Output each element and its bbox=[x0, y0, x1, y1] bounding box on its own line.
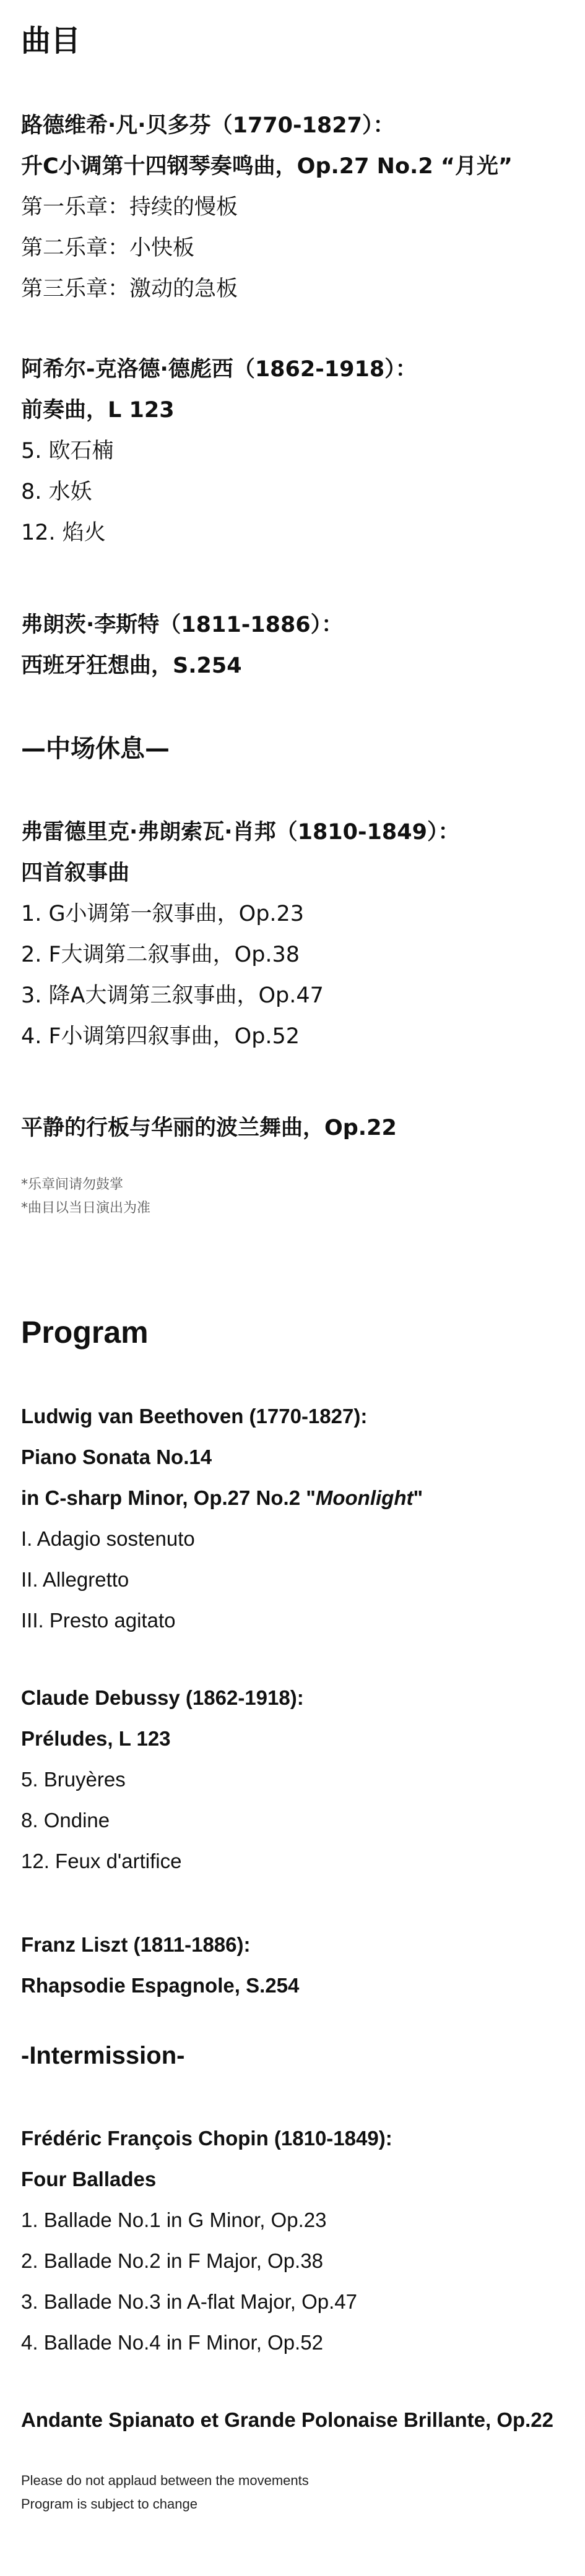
zh-chopin-composer: 弗雷德里克·弗朗索瓦·肖邦（1810-1849）： bbox=[21, 820, 460, 845]
zh-finale-block bbox=[21, 1108, 573, 1148]
en-chopin-item-4: 4. Ballade No.4 in F Minor, Op.52 bbox=[21, 2331, 323, 2354]
zh-beethoven-movement-3: 第三乐章：激动的急板 bbox=[21, 277, 238, 301]
en-beethoven-block bbox=[21, 1396, 573, 1641]
zh-finale-work: 平静的行板与华丽的波兰舞曲，Op.22 bbox=[21, 1116, 397, 1140]
en-debussy-item-2: 8. Ondine bbox=[21, 1809, 110, 1832]
zh-debussy-work: 前奏曲，L 123 bbox=[21, 398, 175, 423]
zh-intermission: —中场休息— bbox=[21, 734, 170, 763]
en-program-heading: Program bbox=[21, 1315, 149, 1350]
en-beethoven-work: Piano Sonata No.14 bbox=[21, 1445, 212, 1468]
zh-beethoven-block bbox=[21, 105, 573, 309]
zh-note-1: *乐章间请勿鼓掌 bbox=[21, 1177, 124, 1192]
en-chopin-item-2: 2. Ballade No.2 in F Major, Op.38 bbox=[21, 2249, 323, 2272]
en-debussy-composer: Claude Debussy (1862-1918): bbox=[21, 1686, 304, 1709]
zh-beethoven-movement-2: 第二乐章：小快板 bbox=[21, 236, 195, 261]
zh-debussy-item-2: 8. 水妖 bbox=[21, 480, 92, 504]
zh-beethoven-work: 升C小调第十四钢琴奏鸣曲，Op.27 No.2 “月光” bbox=[21, 154, 513, 179]
en-debussy-item-1: 5. Bruyères bbox=[21, 1768, 126, 1791]
en-chopin-composer: Frédéric François Chopin (1810-1849): bbox=[21, 2127, 392, 2150]
en-finale-work: Andante Spianato et Grande Polonaise Brillante, Op.22 bbox=[21, 2408, 554, 2431]
en-note-2: Program is subject to change bbox=[21, 2496, 197, 2512]
zh-chopin-item-3: 3. 降A大调第三叙事曲，Op.47 bbox=[21, 983, 324, 1008]
en-liszt-composer: Franz Liszt (1811-1886): bbox=[21, 1933, 251, 1956]
en-beethoven-nickname: Moonlight bbox=[315, 1486, 414, 1509]
en-beethoven-work-detail bbox=[21, 1478, 573, 1518]
en-beethoven-composer: Ludwig van Beethoven (1770-1827): bbox=[21, 1405, 368, 1428]
en-debussy-item-3: 12. Feux d'artifice bbox=[21, 1850, 182, 1872]
en-debussy-block bbox=[21, 1678, 573, 1882]
en-debussy-work: Préludes, L 123 bbox=[21, 1727, 171, 1750]
en-beethoven-movement-1: I. Adagio sostenuto bbox=[21, 1527, 195, 1550]
zh-debussy-block bbox=[21, 349, 573, 553]
en-note-1: Please do not applaud between the movements bbox=[21, 2473, 309, 2488]
zh-liszt-block bbox=[21, 605, 573, 686]
zh-note-2: *曲目以当日演出为准 bbox=[21, 1200, 151, 1216]
zh-notes bbox=[21, 1173, 573, 1220]
en-beethoven-quote-close: " bbox=[413, 1486, 423, 1509]
en-beethoven-movement-3: III. Presto agitato bbox=[21, 1609, 176, 1632]
zh-chopin-item-4: 4. F小调第四叙事曲，Op.52 bbox=[21, 1024, 300, 1049]
zh-chopin-work: 四首叙事曲 bbox=[21, 861, 130, 885]
en-chopin-item-1: 1. Ballade No.1 in G Minor, Op.23 bbox=[21, 2208, 327, 2231]
zh-beethoven-composer: 路德维希·凡·贝多芬（1770-1827）： bbox=[21, 113, 395, 138]
en-chopin-item-3: 3. Ballade No.3 in A-flat Major, Op.47 bbox=[21, 2290, 357, 2313]
en-finale-block bbox=[21, 2400, 573, 2440]
en-notes bbox=[21, 2469, 573, 2516]
zh-debussy-composer: 阿希尔-克洛德·德彪西（1862-1918）： bbox=[21, 357, 417, 382]
zh-liszt-composer: 弗朗茨·李斯特（1811-1886）： bbox=[21, 613, 344, 637]
zh-beethoven-movement-1: 第一乐章：持续的慢板 bbox=[21, 195, 238, 220]
en-chopin-block bbox=[21, 2118, 573, 2363]
en-intermission: -Intermission- bbox=[21, 2042, 185, 2069]
en-chopin-work: Four Ballades bbox=[21, 2168, 157, 2190]
zh-debussy-item-3: 12. 焰火 bbox=[21, 520, 106, 545]
zh-chopin-item-2: 2. F大调第二叙事曲，Op.38 bbox=[21, 942, 300, 967]
en-beethoven-movement-2: II. Allegretto bbox=[21, 1568, 129, 1591]
zh-debussy-item-1: 5. 欧石楠 bbox=[21, 439, 114, 463]
en-liszt-block bbox=[21, 1924, 573, 2006]
zh-liszt-work: 西班牙狂想曲，S.254 bbox=[21, 653, 242, 678]
zh-program-heading: 曲目 bbox=[21, 24, 81, 58]
en-liszt-work: Rhapsodie Espagnole, S.254 bbox=[21, 1974, 300, 1997]
zh-chopin-block bbox=[21, 812, 573, 1057]
zh-chopin-item-1: 1. G小调第一叙事曲，Op.23 bbox=[21, 902, 305, 926]
en-beethoven-key: in C-sharp Minor, Op.27 No.2 " bbox=[21, 1486, 316, 1509]
